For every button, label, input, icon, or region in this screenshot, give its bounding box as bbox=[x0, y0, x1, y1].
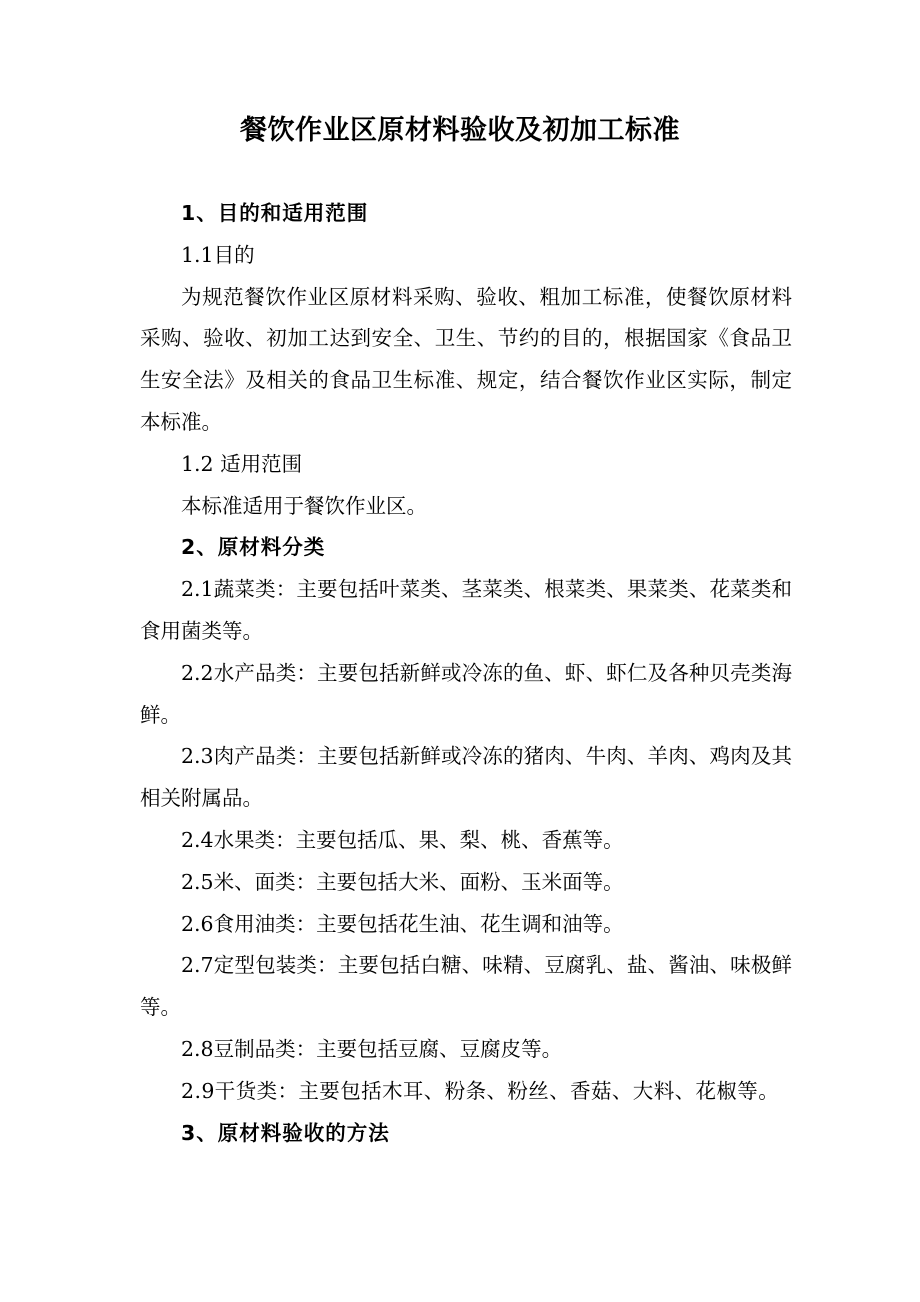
category-2-2: 2.2水产品类：主要包括新鲜或冷冻的鱼、虾、虾仁及各种贝壳类海鲜。 bbox=[140, 660, 792, 727]
category-2-4: 2.4水果类：主要包括瓜、果、梨、桃、香蕉等。 bbox=[181, 827, 624, 852]
subsection-1-2-heading: 1.2 适用范围 bbox=[181, 451, 303, 476]
category-2-8: 2.8豆制品类：主要包括豆腐、豆腐皮等。 bbox=[181, 1036, 563, 1061]
category-2-1: 2.1蔬菜类：主要包括叶菜类、茎菜类、根菜类、果菜类、花菜类和食用菌类等。 bbox=[140, 577, 792, 643]
document-body bbox=[140, 193, 792, 1154]
category-2-9: 2.9干货类：主要包括木耳、粉条、粉丝、香菇、大料、花椒等。 bbox=[181, 1078, 780, 1103]
category-2-3: 2.3肉产品类：主要包括新鲜或冷冻的猪肉、牛肉、羊肉、鸡肉及其相关附属品。 bbox=[140, 744, 792, 811]
section-heading-2: 2、原材料分类 bbox=[181, 535, 326, 560]
category-2-7: 2.7定型包装类：主要包括白糖、味精、豆腐乳、盐、酱油、味极鲜等。 bbox=[140, 953, 792, 1020]
section-heading-3: 3、原材料验收的方法 bbox=[181, 1120, 390, 1145]
subsection-1-1-heading: 1.1目的 bbox=[181, 242, 255, 267]
purpose-paragraph: 为规范餐饮作业区原材料采购、验收、粗加工标准，使餐饮原材料采购、验收、初加工达到安全、卫生、节约的目的，根据国家《食品卫生安全法》及相关的食品卫生标准、规定，结合餐饮作业区实际，制定本标准。 bbox=[140, 284, 792, 434]
section-heading-1: 1、目的和适用范围 bbox=[181, 201, 369, 225]
category-2-6: 2.6食用油类：主要包括花生油、花生调和油等。 bbox=[181, 911, 624, 936]
document-title: 餐饮作业区原材料验收及初加工标准 bbox=[240, 115, 680, 146]
scope-paragraph: 本标准适用于餐饮作业区。 bbox=[181, 493, 427, 518]
category-2-5: 2.5米、面类：主要包括大米、面粉、玉米面等。 bbox=[181, 869, 624, 894]
